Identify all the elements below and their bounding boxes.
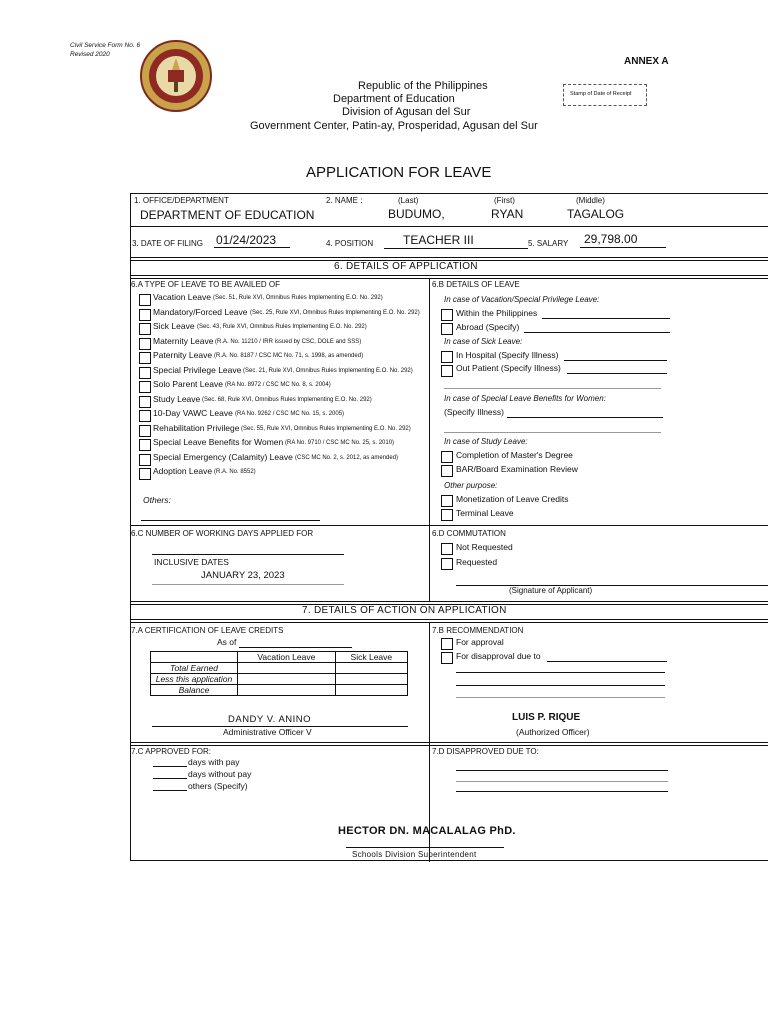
leave-type-reference: (Sec. 21, Rule XVI, Omnibus Rules Implementing E.O. No. 292) <box>243 367 413 374</box>
as-of-line[interactable] <box>239 647 352 648</box>
salary-label: 5. SALARY <box>528 239 569 248</box>
bar-review-label: BAR/Board Examination Review <box>456 464 578 474</box>
inclusive-dates-label: INCLUSIVE DATES <box>154 557 229 567</box>
table-cell[interactable] <box>335 685 407 696</box>
middle-name-value: TAGALOG <box>567 207 625 221</box>
office-value: DEPARTMENT OF EDUCATION <box>140 208 315 222</box>
table-cell[interactable] <box>238 663 336 674</box>
disapproval-line[interactable] <box>547 661 667 662</box>
leave-type-name: Paternity Leave <box>153 350 213 360</box>
table-row <box>151 685 408 696</box>
less-application-label: Less this application <box>151 674 238 685</box>
leave-type-reference: (CSC MC No. 2, s. 2012, as amended) <box>295 454 399 461</box>
officer-name: DANDY V. ANINO <box>228 714 312 725</box>
authorized-officer-name: LUIS P. RIQUE <box>512 712 581 723</box>
divider <box>130 226 768 227</box>
signature-caption: (Signature of Applicant) <box>509 586 593 595</box>
leave-type-name: Special Privilege Leave <box>153 365 242 375</box>
annex-label: ANNEX A <box>624 56 669 67</box>
section7c-label: 7.C APPROVED FOR: <box>131 747 212 756</box>
abroad-checkbox[interactable] <box>441 323 453 335</box>
not-requested-checkbox[interactable] <box>441 543 453 555</box>
table-cell[interactable] <box>335 663 407 674</box>
leave-type-checkbox[interactable] <box>139 425 151 437</box>
in-hospital-label: In Hospital (Specify Illness) <box>456 350 559 360</box>
leave-type-name: Maternity Leave <box>153 336 214 346</box>
sick-case-label: In case of Sick Leave: <box>444 337 523 346</box>
table-cell <box>151 652 238 663</box>
form-number: Civil Service Form No. 6 <box>70 42 141 49</box>
signature-line[interactable] <box>456 585 768 586</box>
others-specify-line[interactable] <box>153 790 187 791</box>
leave-type-name: Study Leave <box>153 394 201 404</box>
in-hospital-line[interactable] <box>564 360 667 361</box>
requested-checkbox[interactable] <box>441 558 453 570</box>
divider <box>130 525 768 526</box>
for-disapproval-checkbox[interactable] <box>441 652 453 664</box>
section6d-label: 6.D COMMUTATION <box>432 529 506 538</box>
within-philippines-checkbox[interactable] <box>441 309 453 321</box>
salary-value: 29,798.00 <box>584 232 638 246</box>
sick-column-header: Sick Leave <box>335 652 407 663</box>
leave-type-checkbox[interactable] <box>139 468 151 480</box>
leave-type-name: Special Leave Benefits for Women <box>153 437 284 447</box>
leave-type-checkbox[interactable] <box>139 454 151 466</box>
disapproved-line-2[interactable] <box>456 781 668 782</box>
leave-type-name: Rehabilitation Privilege <box>153 423 240 433</box>
salary-underline <box>580 247 666 248</box>
days-without-pay-line[interactable] <box>153 778 187 779</box>
section7b-label: 7.B RECOMMENDATION <box>432 626 524 635</box>
for-disapproval-label: For disapproval due to <box>456 651 541 661</box>
leave-type-reference: (R.A. No. 8552) <box>214 468 256 475</box>
leave-type-checkbox[interactable] <box>139 396 151 408</box>
section6c-label: 6.C NUMBER OF WORKING DAYS APPLIED FOR <box>131 529 314 538</box>
other-purpose-label: Other purpose: <box>444 481 498 490</box>
inclusive-dates-line[interactable] <box>152 584 344 585</box>
leave-type-name: Solo Parent Leave <box>153 379 223 389</box>
leave-type-reference: (Sec. 25, Rule XVI, Omnibus Rules Implementing E.O. No. 292) <box>250 309 420 316</box>
disapproved-line-3[interactable] <box>456 791 668 792</box>
first-name-caption: (First) <box>494 196 515 205</box>
others-specify-label: others (Specify) <box>188 781 248 791</box>
section6b-label: 6.B DETAILS OF LEAVE <box>432 280 520 289</box>
masters-checkbox[interactable] <box>441 451 453 463</box>
stamp-box <box>563 84 647 106</box>
table-row <box>151 674 408 685</box>
monetization-label: Monetization of Leave Credits <box>456 494 569 504</box>
leave-type-checkbox[interactable] <box>139 294 151 306</box>
disapproval-line-2[interactable] <box>456 672 665 673</box>
office-label: 1. OFFICE/DEPARTMENT <box>134 196 229 205</box>
total-earned-label: Total Earned <box>151 663 238 674</box>
leave-type-reference: (Sec. 51, Rule XVI, Omnibus Rules Implementing E.O. No. 292) <box>213 294 383 301</box>
others-label: Others: <box>143 495 171 505</box>
women-specify-line[interactable] <box>507 417 663 418</box>
abroad-label: Abroad (Specify) <box>456 322 520 332</box>
revised-note: Revised 2020 <box>70 51 110 58</box>
leave-type-reference: (RA No. 9710 / CSC MC No. 25, s. 2010) <box>285 439 395 446</box>
as-of-label: As of <box>217 637 237 647</box>
republic-line: Republic of the Philippines <box>358 80 488 92</box>
bar-review-checkbox[interactable] <box>441 465 453 477</box>
superintendent-title: Schools Division Superintendent <box>352 850 477 859</box>
divider <box>130 257 768 258</box>
officer-title: Administrative Officer V <box>223 727 312 737</box>
divider <box>130 622 768 623</box>
women-case-label: In case of Special Leave Benefits for Women: <box>444 394 606 403</box>
out-patient-checkbox[interactable] <box>441 365 453 377</box>
section6a-label: 6.A TYPE OF LEAVE TO BE AVAILED OF <box>131 280 280 289</box>
leave-type-checkbox[interactable] <box>139 410 151 422</box>
page-title: APPLICATION FOR LEAVE <box>306 164 492 181</box>
balance-label: Balance <box>151 685 238 696</box>
date-filing-label: 3. DATE OF FILING <box>132 239 203 248</box>
others-line <box>141 520 320 521</box>
disapproval-line-4[interactable] <box>456 697 665 698</box>
vacation-case-label: In case of Vacation/Special Privilege Leave: <box>444 295 600 304</box>
section7-heading: 7. DETAILS OF ACTION ON APPLICATION <box>302 605 507 616</box>
authorized-officer-title: (Authorized Officer) <box>516 727 590 737</box>
section7d-label: 7.D DISAPPROVED DUE TO: <box>432 747 539 756</box>
division-line: Division of Agusan del Sur <box>342 106 471 118</box>
leave-type-checkbox[interactable] <box>139 381 151 393</box>
table-cell[interactable] <box>238 674 336 685</box>
within-philippines-label: Within the Philippines <box>456 308 538 318</box>
leave-type-name: Vacation Leave <box>153 292 211 302</box>
superintendent-signature-line <box>346 847 504 848</box>
divider <box>130 619 768 620</box>
inclusive-dates-value: JANUARY 23, 2023 <box>201 570 285 581</box>
leave-type-reference: (RA No. 8972 / CSC MC No. 8, s. 2004) <box>225 381 331 388</box>
deped-seal-icon <box>140 40 212 112</box>
leave-type-checkbox[interactable] <box>139 439 151 451</box>
position-label: 4. POSITION <box>326 239 374 248</box>
women-specify-label: (Specify Illness) <box>444 407 504 417</box>
section7a-label: 7.A CERTIFICATION OF LEAVE CREDITS <box>131 626 284 635</box>
disapproved-line-1[interactable] <box>456 770 668 771</box>
disapproval-line-3[interactable] <box>456 685 665 686</box>
leave-type-reference: (Sec. 43, Rule XVI, Omnibus Rules Implementing E.O. No. 292) <box>197 323 367 330</box>
last-name-value: BUDUMO, <box>388 207 445 221</box>
superintendent-name: HECTOR DN. MACALALAG PhD. <box>338 825 516 837</box>
department-line: Department of Education <box>333 93 455 105</box>
table-row <box>151 663 408 674</box>
masters-label: Completion of Master's Degree <box>456 450 573 460</box>
leave-type-name: Mandatory/Forced Leave <box>153 307 248 317</box>
position-value: TEACHER III <box>403 233 474 247</box>
middle-name-caption: (Middle) <box>576 196 605 205</box>
divider <box>429 278 430 602</box>
study-case-label: In case of Study Leave: <box>444 437 528 446</box>
address-line: Government Center, Patin-ay, Prosperidad, Agusan del Sur <box>250 120 538 132</box>
leave-type-reference: (R.A. No. 8187 / CSC MC No. 71, s. 1998, as amended) <box>214 352 364 359</box>
leave-credits-table <box>150 651 408 696</box>
leave-type-reference: (R.A. No. 11210 / IRR issued by CSC, DOLE and SSS) <box>215 338 362 345</box>
out-patient-label: Out Patient (Specify Illness) <box>456 363 561 373</box>
women-specify-line-2[interactable] <box>444 432 661 433</box>
leave-type-name: Special Emergency (Calamity) Leave <box>153 452 293 462</box>
within-philippines-line[interactable] <box>542 318 670 319</box>
days-with-pay-line[interactable] <box>153 766 187 767</box>
terminal-leave-label: Terminal Leave <box>456 508 514 518</box>
section6-heading: 6. DETAILS OF APPLICATION <box>334 261 478 272</box>
divider <box>130 601 768 602</box>
date-filing-underline <box>214 247 290 248</box>
table-cell[interactable] <box>238 685 336 696</box>
name-label: 2. NAME : <box>326 196 363 205</box>
divider <box>130 742 768 743</box>
date-filing-value: 01/24/2023 <box>216 233 277 247</box>
for-approval-checkbox[interactable] <box>441 638 453 650</box>
working-days-line[interactable] <box>152 554 344 555</box>
table-row <box>151 652 408 663</box>
not-requested-label: Not Requested <box>456 542 513 552</box>
leave-type-reference: (RA No. 9262 / CSC MC No. 15, s. 2005) <box>235 410 345 417</box>
requested-label: Requested <box>456 557 498 567</box>
position-underline <box>384 248 528 249</box>
divider <box>130 275 768 276</box>
leave-type-reference: (Sec. 55, Rule XVI, Omnibus Rules Implementing E.O. No. 292) <box>241 425 411 432</box>
for-approval-label: For approval <box>456 637 504 647</box>
leave-type-reference: (Sec. 68, Rule XVI, Omnibus Rules Implementing E.O. No. 292) <box>202 396 372 403</box>
days-with-pay-label: days with pay <box>188 757 240 767</box>
leave-type-checkbox[interactable] <box>139 338 151 350</box>
in-hospital-checkbox[interactable] <box>441 351 453 363</box>
leave-type-name: Adoption Leave <box>153 466 213 476</box>
out-patient-line-2[interactable] <box>444 388 661 389</box>
leave-type-name: 10-Day VAWC Leave <box>153 408 233 418</box>
leave-type-checkbox[interactable] <box>139 323 151 335</box>
first-name-value: RYAN <box>491 207 524 221</box>
leave-type-checkbox[interactable] <box>139 367 151 379</box>
monetization-checkbox[interactable] <box>441 495 453 507</box>
leave-type-name: Sick Leave <box>153 321 195 331</box>
last-name-caption: (Last) <box>398 196 419 205</box>
divider <box>130 278 768 279</box>
leave-type-checkbox[interactable] <box>139 352 151 364</box>
out-patient-line[interactable] <box>567 373 667 374</box>
divider <box>130 745 768 746</box>
vacation-column-header: Vacation Leave <box>238 652 336 663</box>
table-cell[interactable] <box>335 674 407 685</box>
leave-type-checkbox[interactable] <box>139 309 151 321</box>
days-without-pay-label: days without pay <box>188 769 252 779</box>
stamp-label: Stamp of Date of Receipt <box>570 91 632 97</box>
terminal-leave-checkbox[interactable] <box>441 509 453 521</box>
abroad-line[interactable] <box>524 332 670 333</box>
